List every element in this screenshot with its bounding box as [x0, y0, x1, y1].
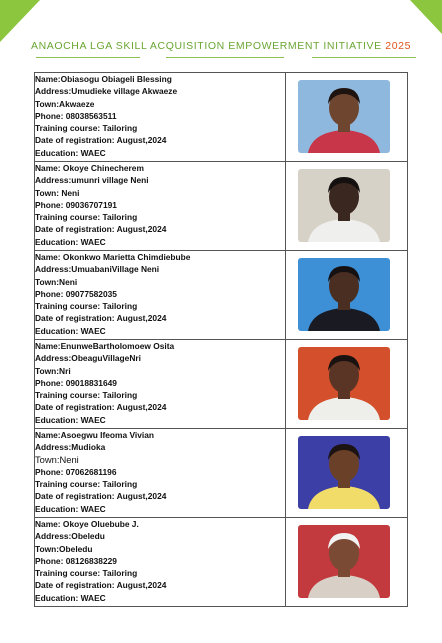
header-divider-center [166, 57, 284, 58]
record-details [35, 340, 286, 429]
record-registration-date: Date of registration: August,2024 [35, 313, 167, 324]
record-registration-date: Date of registration: August,2024 [35, 135, 167, 146]
portrait-photo [298, 347, 390, 420]
record-course: Training course: Tailoring [35, 212, 138, 223]
record-name: Name:Asoegwu Ifeoma Vivian [35, 430, 154, 440]
record-details [35, 518, 286, 607]
record-name: Name:Obiasogu Obiageli Blessing [35, 74, 172, 84]
page-title [0, 40, 442, 52]
record-address: Address:umunri village Neni [35, 175, 149, 186]
record-education: Education: WAEC [35, 325, 106, 336]
record-registration-date: Date of registration: August,2024 [35, 580, 167, 591]
record-address: Address:Umudieke village Akwaeze [35, 86, 178, 97]
record-phone: Phone: 09036707191 [35, 199, 117, 210]
portrait-photo [298, 169, 390, 242]
record-phone: Phone: 07062681196 [35, 466, 117, 477]
record-phone: Phone: 09018831649 [35, 377, 117, 388]
record-town: Town: Neni [35, 187, 80, 198]
table-row [35, 162, 408, 251]
portrait-photo [298, 258, 390, 331]
table-row [35, 73, 408, 162]
record-town: Town:Neni [35, 276, 78, 287]
record-phone: Phone: 09077582035 [35, 288, 117, 299]
record-photo-cell [286, 429, 408, 518]
record-education: Education: WAEC [35, 592, 106, 603]
corner-decoration-left [0, 0, 40, 42]
record-phone: Phone: 08126838229 [35, 555, 117, 566]
corner-decoration-right [410, 0, 442, 34]
record-registration-date: Date of registration: August,2024 [35, 491, 167, 502]
page-title-text: ANAOCHA LGA SKILL ACQUISITION EMPOWERMENT INITIATIVE [30, 40, 382, 52]
record-name: Name: Okonkwo Marietta Chimdiebube [35, 252, 191, 262]
portrait-photo [298, 80, 390, 153]
table-row [35, 518, 408, 607]
record-town: Town:Neni [35, 453, 79, 465]
page-title-year: 2025 [385, 40, 412, 52]
record-name: Name:EnunweBartholomoew Osita [35, 341, 175, 351]
record-education: Education: WAEC [35, 503, 106, 514]
record-town: Town:Akwaeze [35, 98, 95, 109]
record-town: Town:Obeledu [35, 543, 93, 554]
record-registration-date: Date of registration: August,2024 [35, 402, 167, 413]
record-registration-date: Date of registration: August,2024 [35, 224, 167, 235]
record-education: Education: WAEC [35, 236, 106, 247]
portrait-photo [298, 436, 390, 509]
record-course: Training course: Tailoring [35, 123, 138, 134]
record-course: Training course: Tailoring [35, 568, 138, 579]
record-name: Name: Okoye Oluebube J. [35, 519, 139, 529]
record-photo-cell [286, 162, 408, 251]
record-photo-cell [286, 518, 408, 607]
table-row [35, 251, 408, 340]
record-education: Education: WAEC [35, 147, 106, 158]
record-details [35, 251, 286, 340]
record-course: Training course: Tailoring [35, 479, 138, 490]
record-course: Training course: Tailoring [35, 390, 138, 401]
record-photo-cell [286, 73, 408, 162]
record-address: Address:UmuabaniVillage Neni [35, 264, 160, 275]
record-details [35, 162, 286, 251]
record-photo-cell [286, 340, 408, 429]
header-divider-right [312, 57, 416, 58]
table-row [35, 429, 408, 518]
record-address: Address:ObeaguVillageNri [35, 353, 141, 364]
record-phone: Phone: 08038563511 [35, 110, 117, 121]
record-photo-cell [286, 251, 408, 340]
record-address: Address:Mudioka [35, 442, 106, 453]
trainee-records-table [34, 72, 408, 607]
record-details [35, 73, 286, 162]
header-divider-left [36, 57, 140, 58]
record-town: Town:Nri [35, 365, 71, 376]
record-course: Training course: Tailoring [35, 301, 138, 312]
record-name: Name: Okoye Chinecherem [35, 163, 144, 173]
table-row [35, 340, 408, 429]
portrait-photo [298, 525, 390, 598]
record-details [35, 429, 286, 518]
record-education: Education: WAEC [35, 414, 106, 425]
record-address: Address:Obeledu [35, 531, 105, 542]
